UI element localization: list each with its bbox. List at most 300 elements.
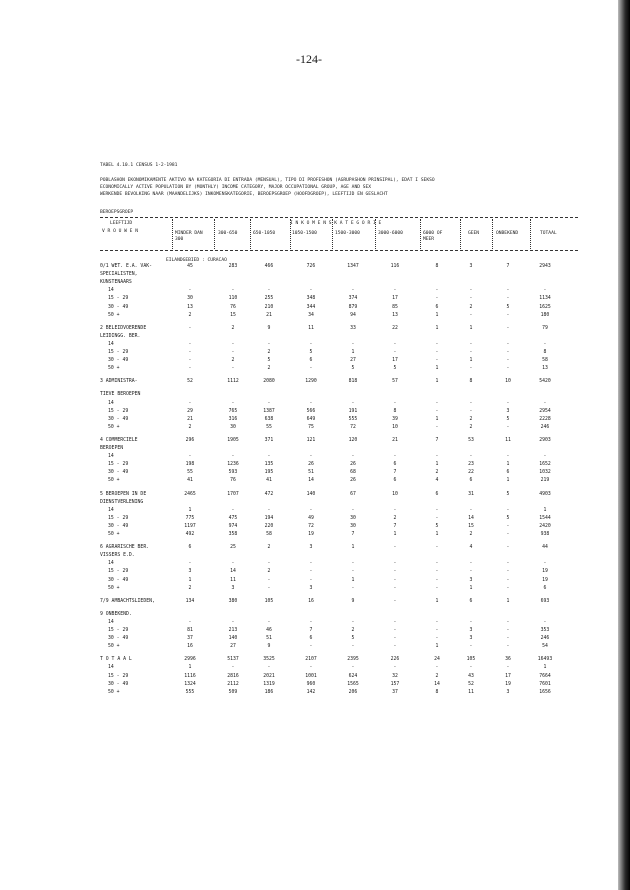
- row-value: 186: [264, 689, 274, 695]
- row-value: -: [267, 454, 271, 460]
- row-value: 3: [506, 689, 510, 695]
- row-value: -: [393, 577, 397, 583]
- row-label: 14: [108, 288, 114, 294]
- row-value: -: [435, 636, 439, 642]
- row-value: 13: [187, 304, 193, 310]
- row-value: 726: [306, 264, 316, 269]
- row-value: -: [231, 341, 235, 347]
- row-label: 50 +: [108, 532, 120, 537]
- row-label: 15 - 29: [108, 350, 129, 355]
- row-value: 142: [306, 689, 316, 695]
- row-value: 6: [435, 491, 439, 497]
- row-value: 475: [228, 515, 238, 521]
- row-value: 2: [267, 545, 271, 551]
- row-value: 116: [390, 264, 400, 269]
- row-value: 26: [350, 478, 356, 484]
- col-minder-dan-300: MINDER DAN 300: [175, 231, 203, 242]
- row-value: 509: [228, 689, 238, 695]
- row-value: -: [469, 569, 473, 575]
- row-value: -: [469, 454, 473, 460]
- row-label: 14: [108, 619, 114, 625]
- row-value: -: [543, 341, 547, 347]
- row-value: -: [188, 400, 192, 406]
- column-divider: [172, 219, 173, 249]
- row-value: -: [351, 288, 355, 294]
- col-1500-3000: 1500-3000: [335, 231, 360, 236]
- row-value: 79: [542, 325, 548, 331]
- row-value: 1387: [263, 408, 275, 414]
- row-value: -: [267, 288, 271, 294]
- row-value: 2021: [263, 673, 275, 679]
- row-value: 2: [188, 312, 192, 318]
- row-value: -: [469, 341, 473, 347]
- row-value: 1324: [184, 681, 196, 687]
- row-value: 3: [188, 569, 192, 575]
- row-value: 226: [390, 657, 400, 663]
- row-value: 30: [187, 296, 193, 302]
- row-value: -: [393, 454, 397, 460]
- row-label: 50 +: [108, 644, 120, 650]
- col-3000-6000: 3000-6000: [378, 231, 403, 236]
- row-value: -: [435, 408, 439, 414]
- row-value: 1544: [539, 515, 551, 521]
- row-label: 6 AGRARISCHE BER.: [100, 545, 150, 551]
- row-value: 81: [187, 628, 193, 633]
- row-value: 1: [435, 379, 439, 385]
- row-value: 1625: [539, 304, 551, 310]
- row-value: -: [435, 585, 439, 591]
- row-value: -: [188, 358, 192, 364]
- row-value: 52: [187, 379, 193, 385]
- row-value: -: [351, 454, 355, 460]
- row-value: 52: [468, 681, 474, 687]
- row-value: -: [506, 665, 510, 671]
- row-value: 4903: [539, 491, 551, 497]
- row-value: -: [393, 628, 397, 633]
- row-value: 26: [350, 462, 356, 468]
- row-value: 8: [393, 408, 397, 414]
- row-value: 22: [392, 325, 398, 331]
- region-label: EILANDGEBIED : CURACAO: [166, 258, 227, 263]
- row-value: 3: [309, 585, 313, 591]
- row-value: -: [351, 585, 355, 591]
- row-value: -: [469, 507, 473, 513]
- row-label: TIEVE BEROEPEN: [100, 392, 141, 398]
- row-value: -: [188, 288, 192, 294]
- row-value: 3: [309, 545, 313, 551]
- row-value: -: [506, 288, 510, 294]
- row-value: 2112: [227, 681, 239, 687]
- row-value: -: [309, 454, 313, 460]
- row-value: 6: [393, 462, 397, 468]
- row-value: 31: [468, 491, 474, 497]
- row-value: -: [267, 507, 271, 513]
- row-value: 22: [468, 470, 474, 476]
- row-label: 9 ONBEKEND.: [100, 611, 132, 617]
- row-value: 775: [185, 515, 195, 521]
- row-value: -: [469, 665, 473, 671]
- row-value: 3: [469, 636, 473, 642]
- row-value: -: [393, 400, 397, 406]
- row-value: 14: [434, 681, 440, 687]
- row-value: -: [506, 644, 510, 650]
- row-value: -: [188, 366, 192, 372]
- table-title: TABEL 4.10.1 CENSUS 1-2-1981: [100, 163, 178, 168]
- row-value: 348: [306, 296, 316, 302]
- row-value: -: [188, 350, 192, 355]
- row-value: 94: [350, 312, 356, 318]
- row-value: 1: [351, 577, 355, 583]
- row-value: 41: [187, 478, 193, 484]
- row-label: 30 - 49: [108, 523, 129, 529]
- row-value: -: [393, 665, 397, 671]
- row-value: 55: [266, 424, 272, 430]
- row-value: -: [435, 400, 439, 406]
- row-value: -: [393, 569, 397, 575]
- row-value: -: [393, 598, 397, 604]
- row-value: 58: [542, 358, 548, 364]
- row-value: -: [188, 454, 192, 460]
- row-value: 53: [468, 437, 474, 443]
- row-value: 1: [435, 366, 439, 372]
- column-divider: [420, 219, 421, 249]
- row-value: 2: [188, 424, 192, 430]
- row-value: 1: [435, 532, 439, 537]
- row-value: -: [267, 577, 271, 583]
- row-value: -: [351, 644, 355, 650]
- row-value: -: [188, 325, 192, 331]
- row-label: 15 - 29: [108, 515, 129, 521]
- row-value: -: [309, 561, 313, 567]
- row-value: 492: [185, 532, 195, 537]
- row-value: 19: [308, 532, 314, 537]
- row-label: 50 +: [108, 312, 120, 318]
- row-value: 11: [468, 689, 474, 695]
- col-6000-of-meer: 6000 OF MEER: [423, 231, 443, 242]
- column-divider: [250, 219, 251, 249]
- row-value: -: [506, 523, 510, 529]
- row-value: 2: [267, 366, 271, 372]
- row-value: -: [543, 454, 547, 460]
- table-column-header: [100, 212, 578, 252]
- row-value: 316: [228, 416, 238, 422]
- row-value: 960: [306, 681, 316, 687]
- row-value: -: [393, 644, 397, 650]
- row-value: -: [506, 628, 510, 633]
- row-label: 15 - 29: [108, 628, 129, 633]
- row-value: 37: [392, 689, 398, 695]
- row-value: 6: [543, 585, 547, 591]
- col-geen: GEEN: [468, 231, 480, 236]
- row-value: -: [309, 619, 313, 625]
- row-value: -: [309, 507, 313, 513]
- row-value: 1112: [227, 379, 239, 385]
- row-value: 5: [506, 491, 510, 497]
- row-value: -: [267, 585, 271, 591]
- row-value: 1: [351, 350, 355, 355]
- row-value: -: [309, 577, 313, 583]
- row-value: 72: [350, 424, 356, 430]
- row-value: -: [393, 585, 397, 591]
- row-value: -: [506, 325, 510, 331]
- row-value: -: [231, 665, 235, 671]
- row-value: 2228: [539, 416, 551, 422]
- row-value: 3: [231, 585, 235, 591]
- row-value: 67: [350, 491, 356, 497]
- row-value: -: [435, 545, 439, 551]
- row-value: 45: [187, 264, 193, 269]
- row-value: 135: [264, 462, 274, 468]
- row-value: 4: [435, 478, 439, 484]
- row-value: 879: [348, 304, 358, 310]
- row-value: -: [435, 515, 439, 521]
- row-value: 1: [188, 665, 192, 671]
- row-value: 191: [348, 408, 358, 414]
- row-value: 6: [506, 470, 510, 476]
- row-value: 21: [187, 416, 193, 422]
- row-value: 1236: [227, 462, 239, 468]
- row-value: -: [469, 296, 473, 302]
- row-value: 1565: [347, 681, 359, 687]
- row-value: 1: [506, 478, 510, 484]
- row-value: 2: [351, 628, 355, 633]
- row-value: -: [309, 288, 313, 294]
- row-value: 1: [435, 416, 439, 422]
- row-value: 41: [266, 478, 272, 484]
- row-value: -: [309, 665, 313, 671]
- row-value: 638: [264, 416, 274, 422]
- row-value: 210: [264, 304, 274, 310]
- row-value: 44: [542, 545, 548, 551]
- row-value: 27: [230, 644, 236, 650]
- row-value: 21: [392, 437, 398, 443]
- row-value: 1319: [263, 681, 275, 687]
- row-label: 0/1 WET. E.A. VAK-: [100, 264, 152, 269]
- row-value: -: [231, 288, 235, 294]
- row-value: 2465: [184, 491, 196, 497]
- row-value: -: [506, 296, 510, 302]
- page-number: -124-: [296, 52, 322, 66]
- column-divider: [290, 219, 291, 249]
- col-650-1050: 650-1050: [253, 231, 276, 236]
- row-value: -: [435, 507, 439, 513]
- row-value: -: [231, 454, 235, 460]
- row-value: 140: [306, 491, 316, 497]
- row-value: -: [267, 619, 271, 625]
- row-value: 2: [267, 569, 271, 575]
- row-value: 555: [348, 416, 358, 422]
- row-value: 1347: [347, 264, 359, 269]
- row-value: 5: [351, 636, 355, 642]
- row-value: 54: [542, 644, 548, 650]
- row-value: 1: [393, 532, 397, 537]
- row-value: 57: [392, 379, 398, 385]
- row-value: 1: [435, 325, 439, 331]
- row-value: -: [393, 619, 397, 625]
- row-value: -: [393, 350, 397, 355]
- row-value: 1: [435, 598, 439, 604]
- row-value: 43: [468, 673, 474, 679]
- row-label: 30 - 49: [108, 304, 129, 310]
- row-value: 374: [348, 296, 358, 302]
- row-value: 17: [392, 296, 398, 302]
- row-value: 296: [185, 437, 195, 443]
- row-value: 55: [187, 470, 193, 476]
- row-label: 14: [108, 665, 114, 671]
- row-value: -: [506, 577, 510, 583]
- row-value: -: [267, 561, 271, 567]
- column-divider: [460, 219, 461, 249]
- row-value: 693: [540, 598, 550, 604]
- row-value: 19: [505, 681, 511, 687]
- row-value: 593: [228, 470, 238, 476]
- row-value: -: [435, 296, 439, 302]
- row-value: -: [469, 288, 473, 294]
- row-value: 21: [266, 312, 272, 318]
- row-value: -: [309, 644, 313, 650]
- col-300-650: 300-650: [218, 231, 238, 236]
- row-value: -: [393, 545, 397, 551]
- row-value: 2: [231, 325, 235, 331]
- row-value: -: [506, 636, 510, 642]
- divider: [100, 250, 578, 251]
- row-value: 2903: [539, 437, 551, 443]
- row-value: 15: [230, 312, 236, 318]
- row-value: 23: [468, 462, 474, 468]
- row-value: -: [506, 545, 510, 551]
- row-value: -: [506, 312, 510, 318]
- row-value: 49: [308, 515, 314, 521]
- row-value: 14: [230, 569, 236, 575]
- row-value: 10: [392, 424, 398, 430]
- row-value: 76: [230, 304, 236, 310]
- row-value: 206: [348, 689, 358, 695]
- row-value: 9: [267, 644, 271, 650]
- row-value: 1: [506, 462, 510, 468]
- row-value: -: [506, 561, 510, 567]
- row-value: -: [435, 628, 439, 633]
- row-value: 765: [228, 408, 238, 414]
- row-value: 3: [469, 577, 473, 583]
- row-value: 1134: [539, 296, 551, 302]
- column-divider: [492, 219, 493, 249]
- row-label: 14: [108, 454, 114, 460]
- row-value: 6: [188, 545, 192, 551]
- row-value: 13: [392, 312, 398, 318]
- row-label: 50 +: [108, 689, 120, 695]
- row-value: -: [506, 358, 510, 364]
- row-value: 246: [540, 424, 550, 430]
- row-value: 2816: [227, 673, 239, 679]
- row-label: 2 BELEIDVOERENDE: [100, 325, 147, 331]
- row-label: 14: [108, 507, 114, 513]
- row-label: BEROEPEN: [100, 446, 124, 451]
- row-value: 105: [264, 598, 274, 604]
- row-value: 37: [187, 636, 193, 642]
- row-value: 2: [188, 585, 192, 591]
- row-label: 14: [108, 341, 114, 347]
- row-value: 7: [351, 532, 355, 537]
- row-value: -: [351, 619, 355, 625]
- row-label: 15 - 29: [108, 569, 129, 575]
- row-value: 27: [350, 358, 356, 364]
- row-value: 3: [506, 408, 510, 414]
- table-header-block: [100, 162, 580, 198]
- row-value: 2: [267, 350, 271, 355]
- row-value: 2996: [184, 657, 196, 663]
- row-value: 14: [308, 478, 314, 484]
- row-value: 2: [469, 416, 473, 422]
- row-value: 938: [540, 532, 550, 537]
- row-value: 1: [543, 507, 547, 513]
- row-value: -: [435, 350, 439, 355]
- row-value: 1707: [227, 491, 239, 497]
- row-value: -: [469, 408, 473, 414]
- row-value: 72: [308, 523, 314, 529]
- row-value: 5137: [227, 657, 239, 663]
- column-divider: [375, 219, 376, 249]
- row-value: 51: [266, 636, 272, 642]
- row-value: 68: [350, 470, 356, 476]
- row-value: 17: [505, 673, 511, 679]
- row-value: 198: [185, 462, 195, 468]
- header-grid: [100, 219, 578, 249]
- row-value: -: [469, 350, 473, 355]
- row-value: 10: [505, 379, 511, 385]
- divider: [100, 217, 578, 218]
- table-subtitle-dutch: WERKENDE BEVOLKING NAAR (MAANDELIJKS) INKOMENSKATEGORIE, BEROEPSGROEP (HOOFDGROEP), LEEFTIJD EN GESLACHT: [100, 192, 388, 197]
- row-value: 30: [350, 515, 356, 521]
- row-value: 1: [351, 545, 355, 551]
- vrouwen-label: V R O U W E N: [102, 229, 138, 234]
- row-value: 624: [348, 673, 358, 679]
- row-value: 1290: [305, 379, 317, 385]
- row-value: 7: [309, 628, 313, 633]
- income-category-label: I N K O M E N S K A T E G O R I E: [290, 221, 382, 226]
- row-label: 50 +: [108, 366, 120, 372]
- row-label: 30 - 49: [108, 577, 129, 583]
- row-value: 180: [540, 312, 550, 318]
- row-value: -: [469, 561, 473, 567]
- row-value: 2943: [539, 264, 551, 269]
- row-value: 58: [266, 532, 272, 537]
- beroepsgroep-label: BEROEPSGROEP: [100, 210, 134, 215]
- row-label: 30 - 49: [108, 358, 129, 364]
- row-value: -: [435, 424, 439, 430]
- row-value: 1656: [539, 689, 551, 695]
- row-label: SPECIALISTEN,: [100, 272, 138, 278]
- row-value: 5: [393, 366, 397, 372]
- row-value: -: [351, 341, 355, 347]
- row-value: 2: [231, 358, 235, 364]
- row-value: -: [506, 532, 510, 537]
- row-value: -: [506, 454, 510, 460]
- row-value: 2: [469, 304, 473, 310]
- row-value: 17: [392, 358, 398, 364]
- row-value: 195: [264, 470, 274, 476]
- row-value: -: [351, 400, 355, 406]
- row-value: 5: [506, 416, 510, 422]
- row-value: 974: [228, 523, 238, 529]
- row-value: 6: [469, 598, 473, 604]
- row-value: 3: [469, 264, 473, 269]
- row-label: 14: [108, 400, 114, 406]
- row-value: -: [435, 569, 439, 575]
- row-label: 15 - 29: [108, 462, 129, 468]
- row-value: 39: [392, 416, 398, 422]
- row-value: 1652: [539, 462, 551, 468]
- row-value: 2: [469, 424, 473, 430]
